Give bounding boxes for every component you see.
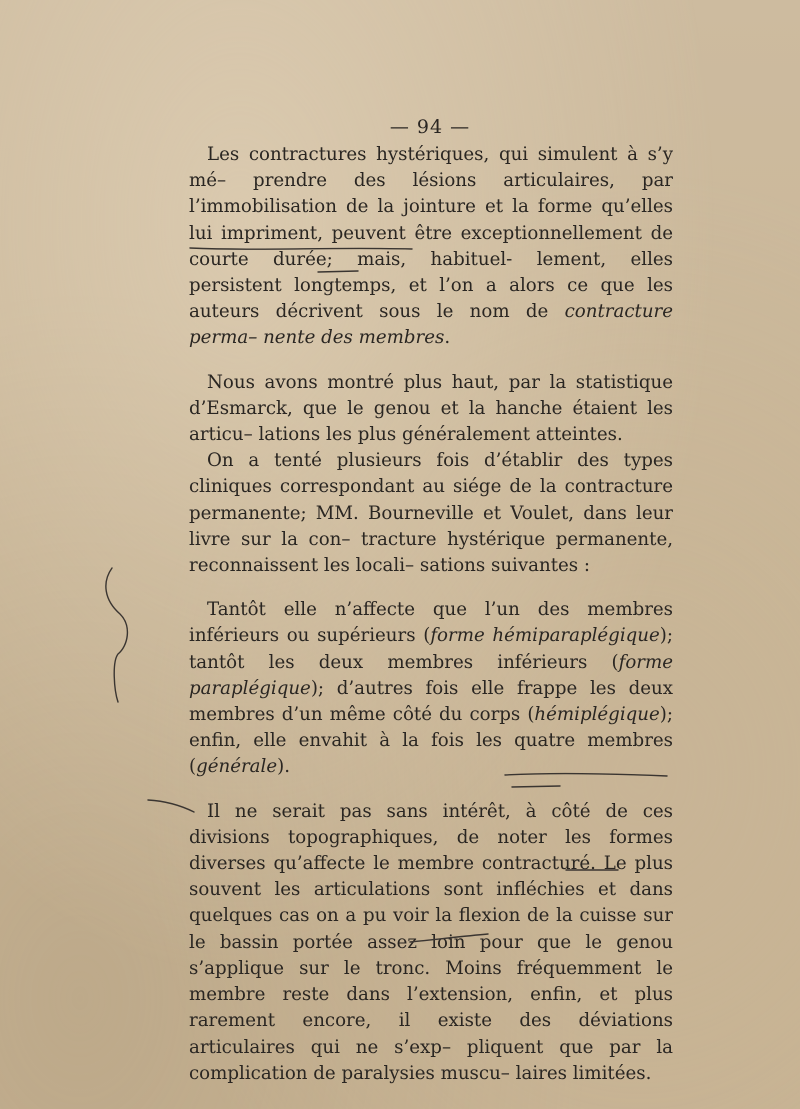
margin-bracket <box>106 568 128 702</box>
text-run: Nous avons montré plus haut, par la statistique d’Esmarck, que le genou et la hanche étaient les articu– lations les plus généralement atteintes. <box>189 371 673 446</box>
body-text <box>189 142 673 1087</box>
margin-tick <box>148 800 194 812</box>
text-run: ); enfin, elle envahit à la fois les quatre membres ( <box>189 704 673 778</box>
text-run: . <box>444 327 451 349</box>
page-number: — 94 — <box>389 116 471 138</box>
text-run: ); tantôt les deux membres inférieurs ( <box>189 625 673 673</box>
text-run: ); d’autres fois elle frappe les deux membres d’un même côté du corps ( <box>189 677 673 726</box>
text-run: Tantôt elle n’affecte que l’un des membres inférieurs ou supérieurs ( <box>189 599 673 647</box>
paragraph-3 <box>189 448 673 579</box>
paragraph-4 <box>189 597 673 780</box>
italic-term: contracture perma– nente des membres <box>189 301 673 349</box>
text-run: On a tenté plusieurs fois d’établir des types cliniques correspondant au siége de la contracture permanente; MM. Bourneville et Voulet, dans leur livre sur la con– tracture hystérique permanente, reconnaissent les locali– sations suivantes : <box>189 450 673 577</box>
italic-term: forme paraplégique <box>189 651 673 699</box>
italic-term: générale <box>196 756 278 778</box>
paragraph-2 <box>189 370 673 449</box>
paragraph-1 <box>189 142 673 352</box>
text-run: Les contractures hystériques, qui simulent à s’y mé– prendre des lésions articulaires, par l’immobilisation de la jointure et la forme qu’elles lui impriment, peuvent être exceptionnellement de courte durée; mais, habituel- lement, elles persistent longtemps, et l’on a alors ce que les auteurs décrivent sous le nom de <box>189 144 673 323</box>
text-run: ). <box>277 756 291 778</box>
italic-term: hémiplégique <box>534 704 660 726</box>
italic-term: forme hémiparaplégique <box>430 625 660 647</box>
text-run: Il ne serait pas sans intérêt, à côté de ces divisions topographiques, de noter les formes diverses qu’affecte le membre contracturé. Le plus souvent les articulations sont infléchies et dans quelques cas on a pu voir la flexion de la cuisse sur le bassin portée assez loin pour que le genou s’applique sur le tronc. Moins fréquemment le membre reste dans l’extension, enfin, et plus rarement encore, il existe des déviations articulaires qui ne s’exp– pliquent que par la complication de paralysies muscu– laires limitées. <box>189 800 673 1084</box>
paragraph-5 <box>189 799 673 1087</box>
